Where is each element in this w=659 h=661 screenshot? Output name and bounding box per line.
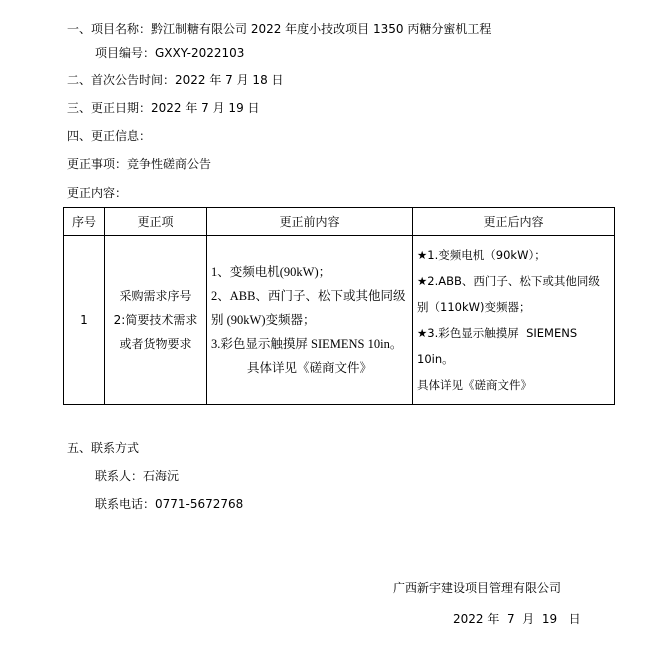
correction-date-line: 三、更正日期：2022 年 7 月 19 日 [67,101,260,115]
after-line: 10in。 [417,352,454,366]
item-line: 采购需求序号 [119,289,192,303]
cell-after [413,236,615,405]
table-row [64,236,615,405]
cell-serial: 1 [64,236,105,405]
cell-before [207,236,413,405]
item-line: 或者货物要求 [119,337,192,351]
after-line: ★2.ABB、西门子、松下或其他同级 [417,274,600,288]
header-after: 更正后内容 [413,208,615,236]
after-line: ★3.彩色显示触摸屏 SIEMENS [417,326,578,340]
before-line: 1、变频电机(90kW)； [211,265,332,279]
before-line: 3.彩色显示触摸屏 SIEMENS 10in。 [211,337,403,351]
before-line: 2、ABB、西门子、松下或其他同级 [211,289,406,303]
correction-item-line: 更正事项：竞争性磋商公告 [67,157,212,171]
contact-phone-line: 联系电话：0771-5672768 [95,497,244,511]
before-line: 别 (90kW)变频器； [211,313,316,327]
project-code-line: 项目编号：GXXY-2022103 [95,46,245,60]
after-line: ★1.变频电机（90kW）； [417,248,546,262]
correction-table [63,207,615,405]
signature-org: 广西新宇建设项目管理有限公司 [393,581,562,595]
signature-date: 2022 年 7 月 19 日 [453,612,581,626]
cell-item [105,236,207,405]
contact-heading: 五、联系方式 [67,441,140,455]
correction-info-heading: 四、更正信息： [67,129,152,143]
table-header-row [64,208,615,236]
before-line: 具体详见《磋商文件》 [246,361,372,375]
item-line: 2:简要技术需求 [113,313,198,327]
after-line: 具体详见《磋商文件》 [417,378,532,392]
header-item: 更正项 [105,208,207,236]
contact-person-line: 联系人：石海沅 [95,469,180,483]
header-serial: 序号 [64,208,105,236]
first-notice-time-line: 二、首次公告时间：2022 年 7 月 18 日 [67,73,284,87]
after-line: 别（110kW)变频器； [417,300,531,314]
header-before: 更正前内容 [207,208,413,236]
project-name-line: 一、项目名称：黔江制糖有限公司 2022 年度小技改项目 1350 丙糖分蜜机工程 [67,22,492,36]
correction-content-heading: 更正内容： [67,186,128,200]
